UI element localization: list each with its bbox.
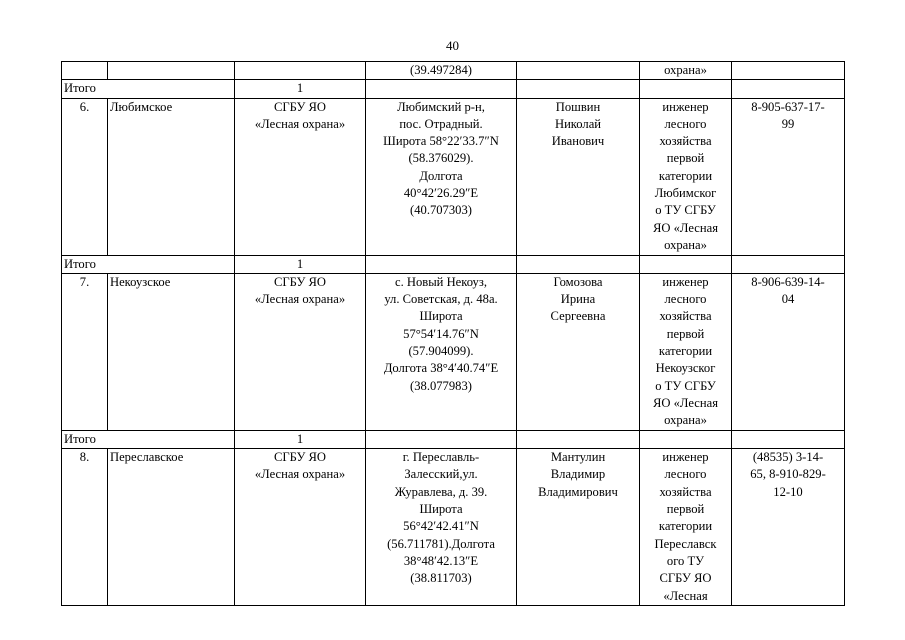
cell-line: 40°42′26.29″E [403, 186, 479, 201]
table-row [62, 449, 845, 606]
cell-line: Иванович [551, 134, 605, 149]
cell-line: Переславск [654, 536, 717, 551]
cell-line: инженер [662, 99, 709, 114]
position-cell [640, 449, 732, 606]
cell-line: инженер [662, 274, 709, 289]
row-number: 6. [62, 98, 108, 255]
cell-line: «Лесная [663, 588, 708, 603]
cell-line: Широта [419, 502, 463, 517]
address-cell [366, 449, 517, 606]
cell-line: ЯО «Лесная [652, 395, 718, 410]
position-cell [640, 273, 732, 430]
org-cell [235, 273, 366, 430]
cell-line: с. Новый Некоуз, [395, 274, 487, 289]
cell-line: (48535) 3-14- [752, 450, 824, 465]
cell-line: СГБУ ЯО [273, 99, 327, 114]
cell-line: «Лесная охрана» [254, 292, 346, 307]
cell-line: Ирина [560, 292, 596, 307]
cell-line: пос. Отрадный. [399, 116, 483, 131]
totals-label: Итого [62, 255, 235, 273]
cell-line: Сергеевна [550, 309, 606, 324]
cell-line: ул. Советская, д. 48а. [384, 292, 498, 307]
phone-cell [732, 98, 845, 255]
cell-line: (56.711781).Долгота [387, 536, 495, 551]
cell-line: категории [658, 519, 713, 534]
cell-line: хозяйства [659, 134, 712, 149]
cell-line: Любимский р-н, [397, 99, 485, 114]
cell-line: СГБУ ЯО [273, 450, 327, 465]
cell-line: охрана» [664, 413, 707, 428]
cell-line: (38.077983) [410, 378, 472, 393]
cell-line: о ТУ СГБУ [655, 203, 716, 218]
cell-line: 65, 8-910-829- [750, 467, 826, 482]
cell-line: лесного [664, 467, 707, 482]
cell-line: ЯО «Лесная [652, 220, 718, 235]
cell-line: категории [658, 168, 713, 183]
cell-line: 8-906-639-14- [751, 274, 825, 289]
position-cell [640, 98, 732, 255]
cell-line: категории [658, 344, 713, 359]
cell-line: лесного [664, 292, 707, 307]
cell-line: хозяйства [659, 309, 712, 324]
person-cell [517, 449, 640, 606]
totals-value: 1 [235, 255, 366, 273]
totals-value: 1 [235, 80, 366, 98]
cell-line: 38°48′42.13″E [403, 553, 479, 568]
cell-line: «Лесная охрана» [254, 467, 346, 482]
org-cell [235, 98, 366, 255]
totals-value: 1 [235, 430, 366, 448]
cell-line: лесного [664, 116, 707, 131]
cell-line: 99 [781, 116, 795, 131]
page-number: 40 [446, 38, 459, 53]
address-cell [366, 273, 517, 430]
cell-line: Владимирович [538, 484, 618, 499]
cell-line: 56°42′42.41″N [403, 519, 479, 534]
cell-line: Залесский,ул. [404, 467, 478, 482]
totals-row [62, 80, 845, 98]
cell-line: Мантулин [550, 450, 606, 465]
cell-line: Любимског [654, 186, 717, 201]
cell-line: (58.376029). [408, 151, 474, 166]
cell-line: СГБУ ЯО [659, 571, 712, 586]
totals-label: Итого [62, 80, 235, 98]
cell-line: Широта [419, 309, 463, 324]
cell-line: первой [666, 502, 705, 517]
totals-row [62, 255, 845, 273]
cell-line: о ТУ СГБУ [655, 378, 716, 393]
cell-line: первой [666, 151, 705, 166]
cell-line: г. Переславль- [402, 450, 480, 465]
cell-line: СГБУ ЯО [273, 274, 327, 289]
forestry-name: Любимское [108, 98, 235, 255]
cell-line: инженер [662, 450, 709, 465]
cell-line: 12-10 [773, 484, 803, 499]
address-cell: (39.497284) [366, 62, 517, 80]
cell-line: первой [666, 326, 705, 341]
cell-line: 8-905-637-17- [751, 99, 825, 114]
cell-line: Долгота [419, 168, 463, 183]
totals-label: Итого [62, 430, 235, 448]
continuation-row [62, 62, 845, 80]
cell-line: 57°54′14.76″N [403, 326, 479, 341]
person-cell [517, 98, 640, 255]
cell-line: «Лесная охрана» [254, 116, 346, 131]
cell-line: Владимир [550, 467, 606, 482]
address-cell [366, 98, 517, 255]
forestry-name: Некоузское [108, 273, 235, 430]
phone-cell [732, 273, 845, 430]
cell-line: хозяйства [659, 484, 712, 499]
cell-line: Долгота 38°4′40.74″E [383, 361, 499, 376]
cell-line: Журавлева, д. 39. [394, 484, 488, 499]
cell-line: охрана» [664, 237, 707, 252]
cell-line: Пошвин [555, 99, 601, 114]
row-number: 7. [62, 273, 108, 430]
forestry-name: Переславское [108, 449, 235, 606]
person-cell [517, 273, 640, 430]
cell-line: Широта 58°22′33.7″N [383, 134, 499, 149]
table-row [62, 98, 845, 255]
forestry-contacts-table [61, 61, 845, 606]
cell-line: (40.707303) [410, 203, 472, 218]
cell-line: Гомозова [553, 274, 603, 289]
cell-line: ого ТУ [666, 553, 705, 568]
cell-line: Николай [554, 116, 602, 131]
table-row [62, 273, 845, 430]
phone-cell [732, 449, 845, 606]
row-number: 8. [62, 449, 108, 606]
cell-line: 04 [781, 292, 795, 307]
position-cell: охрана» [640, 62, 732, 80]
cell-line: (38.811703) [410, 571, 472, 586]
org-cell [235, 449, 366, 606]
cell-line: (57.904099). [408, 344, 474, 359]
totals-row [62, 430, 845, 448]
cell-line: Некоузског [655, 361, 716, 376]
